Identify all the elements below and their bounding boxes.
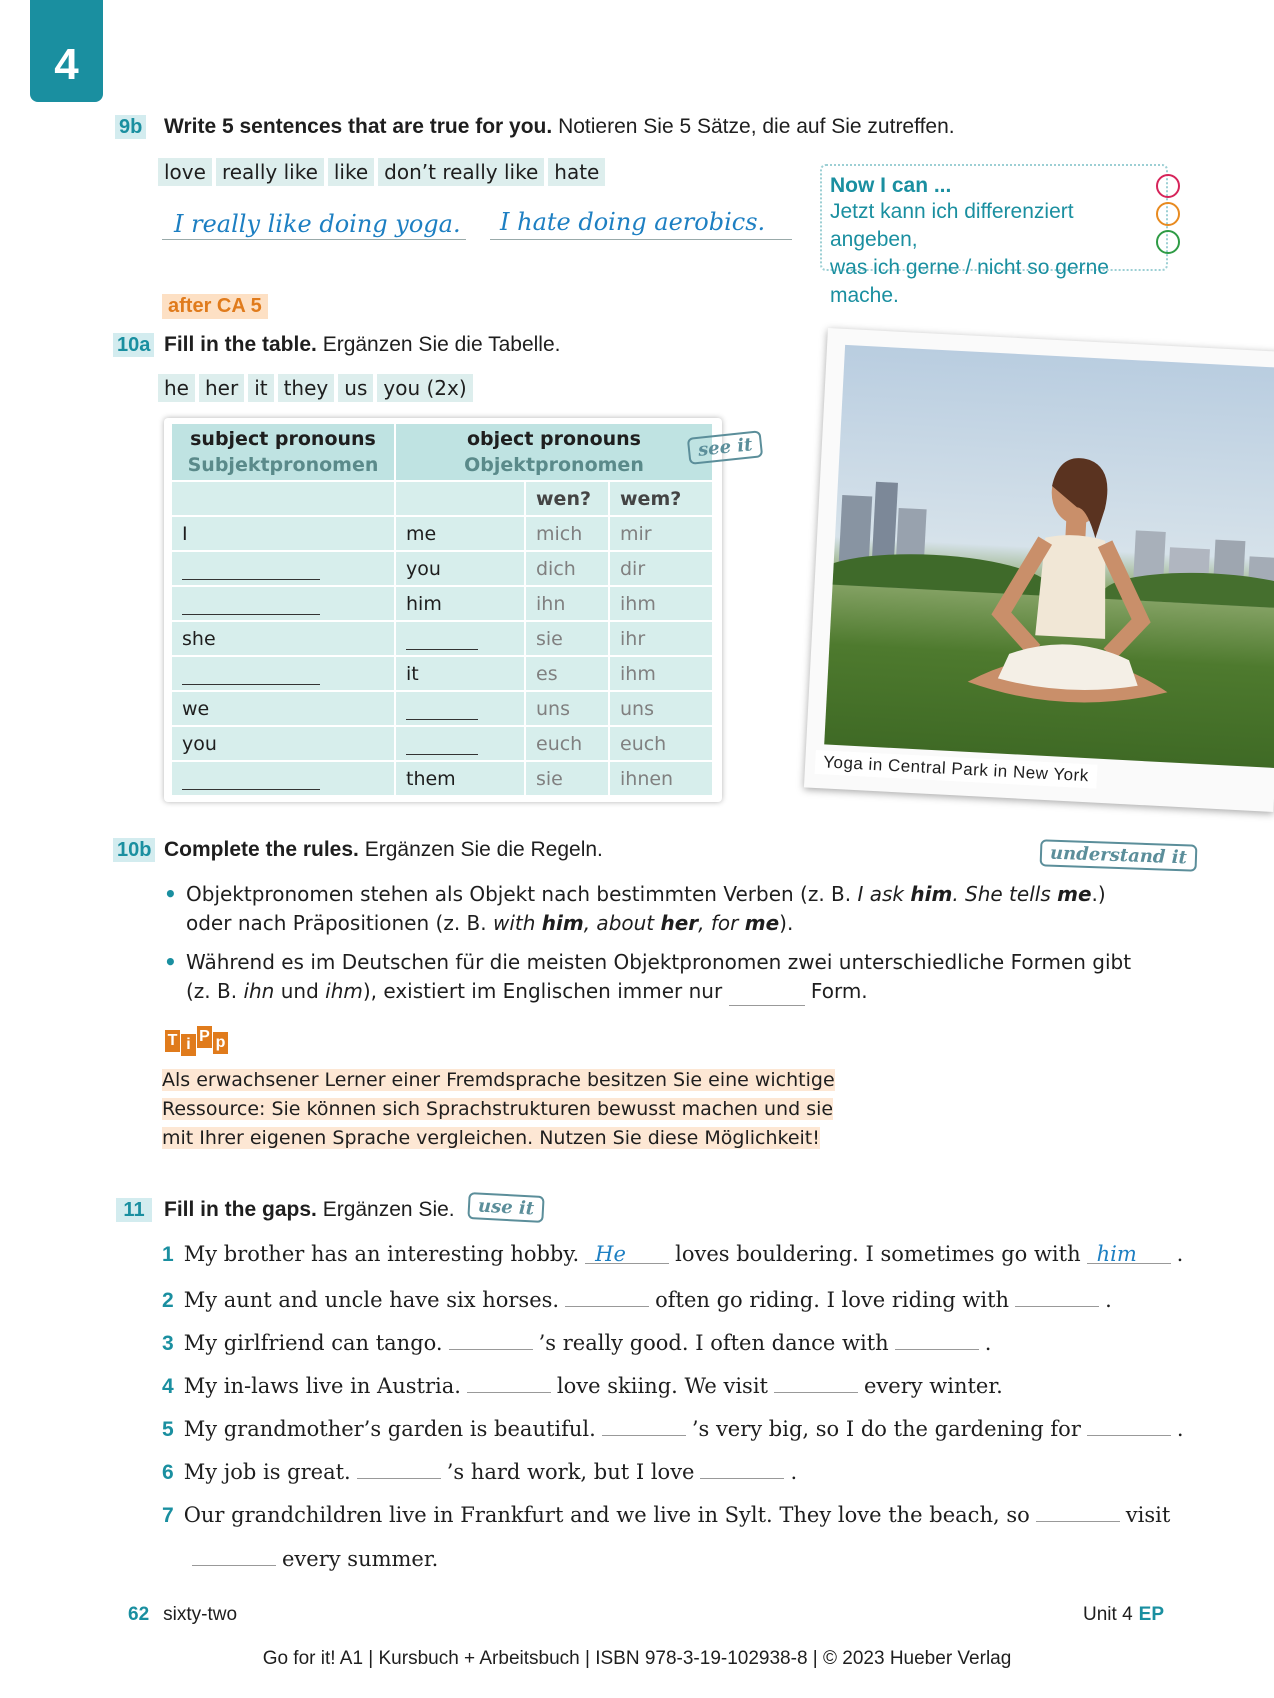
item-text: My aunt and uncle have six horses. bbox=[183, 1288, 560, 1312]
table-row bbox=[172, 517, 712, 550]
rule-blank[interactable] bbox=[729, 986, 805, 1006]
rule-example: with bbox=[492, 911, 536, 935]
table-row bbox=[172, 727, 712, 760]
tipp-line: Ressource: Sie können sich Sprachstrukturen bewusst machen und sie bbox=[162, 1098, 834, 1120]
wem-cell: dir bbox=[610, 552, 712, 585]
page-number-digits: 62 bbox=[128, 1604, 150, 1625]
header-en: subject pronouns bbox=[190, 428, 376, 450]
tipp-logo bbox=[165, 1030, 228, 1056]
object-cell-blank[interactable] bbox=[396, 622, 524, 655]
woman-meditating-image bbox=[935, 441, 1210, 754]
item-text: . bbox=[790, 1460, 798, 1484]
tipp-line: mit Ihrer eigenen Sprache vergleichen. Nutzen Sie diese Möglichkeit! bbox=[162, 1127, 820, 1149]
exercise-number-10a: 10a bbox=[113, 333, 154, 357]
blank-line[interactable] bbox=[406, 700, 478, 720]
gap-item-3 bbox=[162, 1328, 991, 1356]
subject-pronouns-header bbox=[172, 424, 394, 480]
table-row bbox=[172, 762, 712, 795]
gap-blank[interactable] bbox=[774, 1371, 858, 1393]
subject-cell-blank[interactable] bbox=[172, 552, 394, 585]
word-chip: you (2x) bbox=[377, 374, 472, 402]
blank-line[interactable] bbox=[182, 560, 320, 580]
blank-line[interactable] bbox=[182, 665, 320, 685]
table-row bbox=[172, 622, 712, 655]
subject-cell-blank[interactable] bbox=[172, 762, 394, 795]
rule-text: Form. bbox=[810, 979, 868, 1003]
gap-item-5 bbox=[162, 1414, 1184, 1442]
now-i-can-line1: Jetzt kann ich differenziert angeben, bbox=[830, 200, 1074, 251]
rules-list bbox=[162, 880, 1152, 1016]
wen-cell: sie bbox=[526, 762, 608, 795]
rule-item-2 bbox=[162, 948, 1152, 1006]
wen-cell: es bbox=[526, 657, 608, 690]
item-number: 5 bbox=[162, 1418, 174, 1441]
unit-tab: 4 bbox=[30, 0, 103, 102]
gap-item-1 bbox=[162, 1242, 1183, 1267]
now-i-can-title: Now I can ... bbox=[830, 174, 952, 197]
exercise-number-10b: 10b bbox=[113, 838, 155, 862]
handwritten-answer-1: I really like doing yoga. bbox=[174, 210, 461, 238]
header-de: Subjektpronomen bbox=[187, 454, 379, 476]
use-it-stamp: use it bbox=[467, 1192, 544, 1223]
item-text: . bbox=[1176, 1417, 1184, 1441]
object-cell: you bbox=[396, 552, 524, 585]
rule-text: oder nach Präpositionen (z. B. bbox=[186, 911, 487, 935]
object-pronouns-header bbox=[396, 424, 712, 480]
exercise-10a-subtitle: Ergänzen Sie die Tabelle. bbox=[322, 333, 561, 356]
rule-example-bold: her bbox=[660, 911, 699, 935]
item-text: My grandmother’s garden is beautiful. bbox=[183, 1417, 596, 1441]
tipp-line: Als erwachsener Lerner einer Fremdsprache besitzen Sie eine wichtige bbox=[162, 1069, 835, 1091]
table-row bbox=[172, 657, 712, 690]
yoga-photo-image bbox=[824, 345, 1274, 769]
gap-blank[interactable] bbox=[700, 1457, 784, 1479]
exercise-11-subtitle: Ergänzen Sie. bbox=[322, 1198, 455, 1221]
unit-label bbox=[1083, 1604, 1164, 1626]
object-cell: it bbox=[396, 657, 524, 690]
subject-cell: she bbox=[172, 622, 394, 655]
rule-example: , about bbox=[583, 911, 655, 935]
gap-blank[interactable] bbox=[895, 1328, 979, 1350]
tipp-letter: T bbox=[165, 1030, 180, 1052]
item-number: 2 bbox=[162, 1289, 174, 1312]
wen-cell: ihn bbox=[526, 587, 608, 620]
table-row bbox=[172, 552, 712, 585]
gap-answer[interactable]: He bbox=[585, 1242, 669, 1264]
self-rating-orange-circle[interactable] bbox=[1156, 202, 1180, 226]
yoga-photo bbox=[804, 328, 1274, 812]
item-number: 7 bbox=[162, 1504, 174, 1527]
gap-item-6 bbox=[162, 1457, 797, 1485]
pronoun-table bbox=[170, 422, 714, 797]
item-text: loves bouldering. I sometimes go with bbox=[675, 1242, 1081, 1266]
gap-blank[interactable] bbox=[602, 1414, 686, 1436]
rule-example: ihm bbox=[325, 979, 363, 1003]
item-number: 4 bbox=[162, 1375, 174, 1398]
object-cell: me bbox=[396, 517, 524, 550]
rule-example: ihn bbox=[243, 979, 275, 1003]
wem-cell: ihm bbox=[610, 657, 712, 690]
now-i-can-line2: was ich gerne / nicht so gerne mache. bbox=[830, 256, 1109, 307]
tipp-text bbox=[162, 1066, 835, 1153]
word-chip: love bbox=[158, 158, 212, 186]
gap-item-7 bbox=[162, 1500, 1170, 1528]
rule-example: I ask bbox=[857, 882, 905, 906]
item-text: My brother has an interesting hobby. bbox=[183, 1242, 580, 1266]
word-chip: don’t really like bbox=[378, 158, 544, 186]
exercise-10a-instruction bbox=[164, 333, 560, 357]
item-text: Our grandchildren live in Frankfurt and we live in Sylt. They love the beach, so bbox=[183, 1503, 1030, 1527]
unit-text: Unit 4 bbox=[1083, 1604, 1133, 1625]
blank-line[interactable] bbox=[406, 630, 478, 650]
exercise-10a-title: Fill in the table. bbox=[164, 333, 317, 356]
item-text: visit bbox=[1125, 1503, 1171, 1527]
exercise-9b-instruction bbox=[164, 115, 955, 139]
gap-blank[interactable] bbox=[357, 1457, 441, 1479]
word-box-10a bbox=[158, 374, 473, 402]
word-chip: us bbox=[338, 374, 373, 402]
subject-cell-blank[interactable] bbox=[172, 657, 394, 690]
rule-text: (z. B. bbox=[186, 979, 238, 1003]
exercise-11-title: Fill in the gaps. bbox=[164, 1198, 317, 1221]
rule-text: .) bbox=[1091, 882, 1106, 906]
wen-cell: mich bbox=[526, 517, 608, 550]
table-cell bbox=[172, 482, 394, 515]
item-number: 3 bbox=[162, 1332, 174, 1355]
wem-cell: mir bbox=[610, 517, 712, 550]
blank-line[interactable] bbox=[406, 735, 478, 755]
exercise-number-11: 11 bbox=[116, 1198, 152, 1222]
tipp-letter: p bbox=[213, 1032, 228, 1054]
item-text: love skiing. We visit bbox=[556, 1374, 768, 1398]
handwritten-answer-2: I hate doing aerobics. bbox=[500, 208, 766, 236]
wen-cell: euch bbox=[526, 727, 608, 760]
word-chip: her bbox=[199, 374, 244, 402]
item-text: . bbox=[1105, 1288, 1112, 1312]
rule-example-bold: me bbox=[1057, 882, 1092, 906]
gap-blank[interactable] bbox=[565, 1285, 649, 1307]
item-text: often go riding. I love riding with bbox=[655, 1288, 1010, 1312]
object-cell-blank[interactable] bbox=[396, 727, 524, 760]
object-cell: him bbox=[396, 587, 524, 620]
gap-blank[interactable] bbox=[1036, 1500, 1120, 1522]
rule-item-1 bbox=[162, 880, 1152, 938]
word-box-9b bbox=[158, 158, 605, 186]
rule-text: ). bbox=[779, 911, 794, 935]
item-text: ’s hard work, but I love bbox=[446, 1460, 695, 1484]
word-chip: they bbox=[278, 374, 335, 402]
rule-example: . She tells bbox=[952, 882, 1051, 906]
exercise-10b-instruction bbox=[164, 838, 603, 862]
self-rating-red-circle[interactable] bbox=[1156, 174, 1180, 198]
item-text: . bbox=[1176, 1242, 1184, 1266]
page-number bbox=[128, 1604, 237, 1626]
wem-header: wem? bbox=[610, 482, 712, 515]
exercise-11-instruction bbox=[164, 1198, 455, 1222]
blank-line[interactable] bbox=[182, 770, 320, 790]
word-chip: hate bbox=[548, 158, 605, 186]
subject-cell: I bbox=[172, 517, 394, 550]
gap-blank[interactable] bbox=[1015, 1285, 1099, 1307]
wen-cell: sie bbox=[526, 622, 608, 655]
wen-cell: dich bbox=[526, 552, 608, 585]
wen-cell: uns bbox=[526, 692, 608, 725]
gap-item-2 bbox=[162, 1285, 1112, 1313]
gap-item-7-continued bbox=[186, 1544, 438, 1571]
word-chip: like bbox=[328, 158, 374, 186]
blank-line[interactable] bbox=[182, 595, 320, 615]
wem-cell: uns bbox=[610, 692, 712, 725]
item-text: ’s really good. I often dance with bbox=[538, 1331, 889, 1355]
word-chip: he bbox=[158, 374, 195, 402]
page-number-word: sixty-two bbox=[163, 1604, 238, 1625]
subject-cell-blank[interactable] bbox=[172, 587, 394, 620]
rule-example-bold: him bbox=[541, 911, 584, 935]
word-chip: it bbox=[248, 374, 273, 402]
gap-blank[interactable] bbox=[449, 1328, 533, 1350]
item-text: . bbox=[984, 1331, 992, 1355]
gap-answer[interactable]: him bbox=[1087, 1242, 1171, 1264]
see-it-stamp: see it bbox=[687, 430, 764, 465]
understand-it-stamp: understand it bbox=[1040, 839, 1198, 871]
rule-text: Objektpronomen stehen als Objekt nach bestimmten Verben (z. B. bbox=[186, 882, 852, 906]
table-subheader-row bbox=[172, 482, 712, 515]
wem-cell: ihr bbox=[610, 622, 712, 655]
rule-text: und bbox=[280, 979, 319, 1003]
photo-caption: Yoga in Central Park in New York bbox=[815, 750, 1098, 789]
gap-item-4 bbox=[162, 1371, 1003, 1399]
table-cell bbox=[396, 482, 524, 515]
header-de: Objektpronomen bbox=[464, 454, 644, 476]
subject-cell: we bbox=[172, 692, 394, 725]
word-chip: really like bbox=[216, 158, 324, 186]
object-cell-blank[interactable] bbox=[396, 692, 524, 725]
item-text: every summer. bbox=[282, 1547, 439, 1571]
wem-cell: euch bbox=[610, 727, 712, 760]
exercise-9b-subtitle: Notieren Sie 5 Sätze, die auf Sie zutreffen. bbox=[558, 115, 955, 138]
gap-blank[interactable] bbox=[467, 1371, 551, 1393]
rule-text: Während es im Deutschen für die meisten Objektpronomen zwei unterschiedliche Formen gibt bbox=[186, 950, 1132, 974]
exercise-10b-title: Complete the rules. bbox=[164, 838, 359, 861]
exercise-9b-title: Write 5 sentences that are true for you. bbox=[164, 115, 553, 138]
item-text: My girlfriend can tango. bbox=[183, 1331, 443, 1355]
rule-example-bold: him bbox=[910, 882, 953, 906]
item-number: 6 bbox=[162, 1461, 174, 1484]
tipp-letter: P bbox=[197, 1026, 212, 1048]
gap-blank[interactable] bbox=[192, 1544, 276, 1566]
table-row bbox=[172, 587, 712, 620]
copyright-line: Go for it! A1 | Kursbuch + Arbeitsbuch | ISBN 978-3-19-102938-8 | © 2023 Hueber Verlag bbox=[262, 1648, 1012, 1669]
table-header-row bbox=[172, 424, 712, 480]
now-i-can-box bbox=[820, 164, 1168, 307]
item-text: My job is great. bbox=[183, 1460, 351, 1484]
wem-cell: ihm bbox=[610, 587, 712, 620]
item-number: 1 bbox=[162, 1243, 174, 1266]
subject-cell: you bbox=[172, 727, 394, 760]
object-cell: them bbox=[396, 762, 524, 795]
table-row bbox=[172, 692, 712, 725]
gap-blank[interactable] bbox=[1087, 1414, 1171, 1436]
item-text: every winter. bbox=[863, 1374, 1003, 1398]
item-text: My in-laws live in Austria. bbox=[183, 1374, 461, 1398]
item-text: ’s very big, so I do the gardening for bbox=[691, 1417, 1081, 1441]
exercise-number-9b: 9b bbox=[115, 115, 146, 139]
ep-label: EP bbox=[1138, 1604, 1164, 1625]
header-en: object pronouns bbox=[467, 428, 641, 450]
rule-text: ), existiert im Englischen immer nur bbox=[362, 979, 723, 1003]
self-rating-green-circle[interactable] bbox=[1156, 230, 1180, 254]
tipp-letter: i bbox=[181, 1034, 196, 1056]
wem-cell: ihnen bbox=[610, 762, 712, 795]
wen-header: wen? bbox=[526, 482, 608, 515]
rule-example: , for bbox=[698, 911, 739, 935]
exercise-10b-subtitle: Ergänzen Sie die Regeln. bbox=[364, 838, 603, 861]
rule-example-bold: me bbox=[744, 911, 780, 935]
after-tag: after CA 5 bbox=[162, 294, 268, 319]
